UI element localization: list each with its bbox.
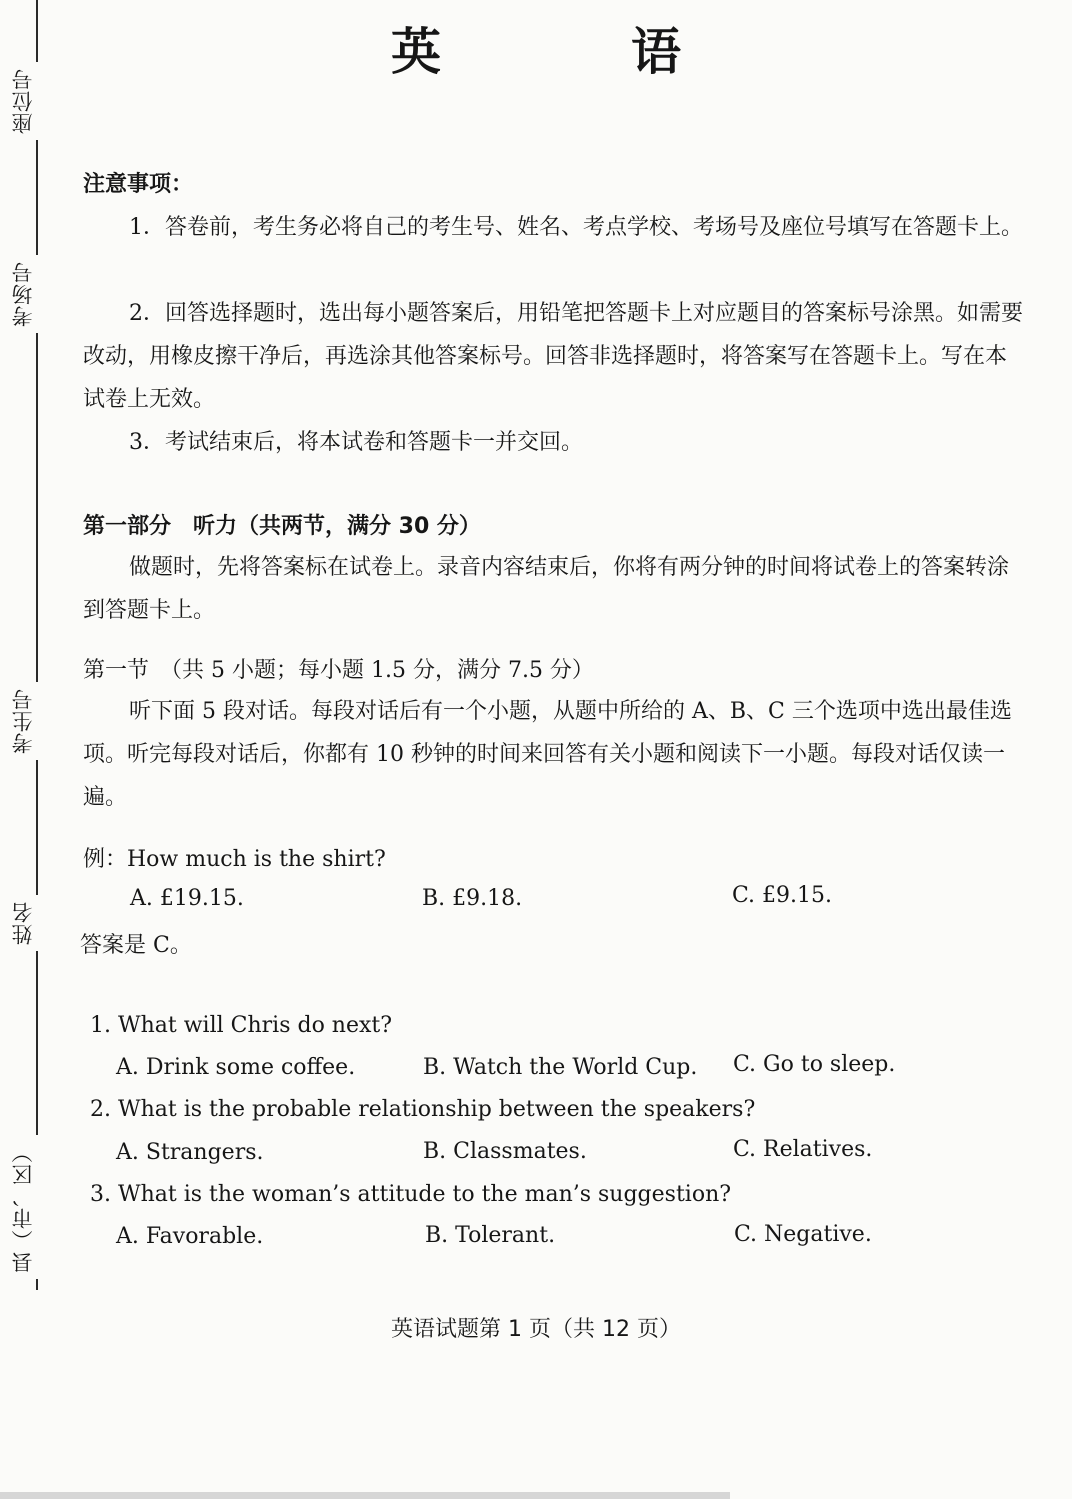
question-1-option-b: B. Watch the World Cup. <box>423 1055 698 1080</box>
notes-item-2: 2．回答选择题时，选出每小题答案后，用铅笔把答题卡上对应题目的答案标号涂黑。如需要改动，用橡皮擦干净后，再选涂其他答案标号。回答非选择题时，将答案写在答题卡上。写在本试卷上无效。 <box>83 301 1024 412</box>
example-answer: 答案是 C。 <box>80 933 192 958</box>
page-title: 英 语 <box>391 23 751 81</box>
notes-item-1: 1．答卷前，考生务必将自己的考生号、姓名、考点学校、考场号及座位号填写在答题卡上。 <box>129 215 1024 240</box>
exam-room-label: 考场号 <box>8 255 42 333</box>
seat-number-label: 座位号 <box>8 62 42 140</box>
example-option-b: B. £9.18. <box>422 886 523 911</box>
question-3: 3. What is the woman’s attitude to the man’s suggestion? <box>90 1182 732 1207</box>
notes-heading: 注意事项： <box>83 172 194 197</box>
question-3-option-b: B. Tolerant. <box>425 1223 556 1248</box>
question-2-option-b: B. Classmates. <box>423 1139 587 1164</box>
page-footer: 英语试题第 1 页（共 12 页） <box>391 1317 681 1342</box>
scan-edge <box>0 1492 730 1499</box>
question-2-option-c: C. Relatives. <box>733 1137 873 1162</box>
section1-instructions: 听下面 5 段对话。每段对话后有一个小题，从题中所给的 A、B、C 三个选项中选出最佳选项。听完每段对话后，你都有 10 秒钟的时间来回答有关小题和阅读下一小题。每段对话仅读一遍。 <box>83 699 1012 810</box>
question-1: 1. What will Chris do next? <box>90 1013 393 1038</box>
name-label: 姓名 <box>8 895 42 951</box>
example-option-c: C. £9.15. <box>732 883 833 908</box>
question-3-option-c: C. Negative. <box>734 1222 872 1247</box>
section1-heading: 第一节 （共 5 小题；每小题 1.5 分，满分 7.5 分） <box>83 658 594 683</box>
example-option-a: A. £19.15. <box>130 886 244 911</box>
binding-line <box>36 0 38 1290</box>
question-2: 2. What is the probable relationship between the speakers? <box>90 1097 756 1122</box>
county-label: 县（市、区） <box>8 1135 42 1279</box>
student-id-label: 考生号 <box>8 682 42 760</box>
part1-heading: 第一部分 听力（共两节，满分 30 分） <box>83 514 481 539</box>
notes-item-3: 3．考试结束后，将本试卷和答题卡一并交回。 <box>129 430 583 455</box>
question-3-option-a: A. Favorable. <box>116 1224 264 1249</box>
question-1-option-c: C. Go to sleep. <box>733 1052 896 1077</box>
example-question: 例：How much is the shirt? <box>83 847 386 872</box>
question-1-option-a: A. Drink some coffee. <box>116 1055 356 1080</box>
part1-instructions: 做题时，先将答案标在试卷上。录音内容结束后，你将有两分钟的时间将试卷上的答案转涂到答题卡上。 <box>83 555 1010 623</box>
question-2-option-a: A. Strangers. <box>116 1140 264 1165</box>
